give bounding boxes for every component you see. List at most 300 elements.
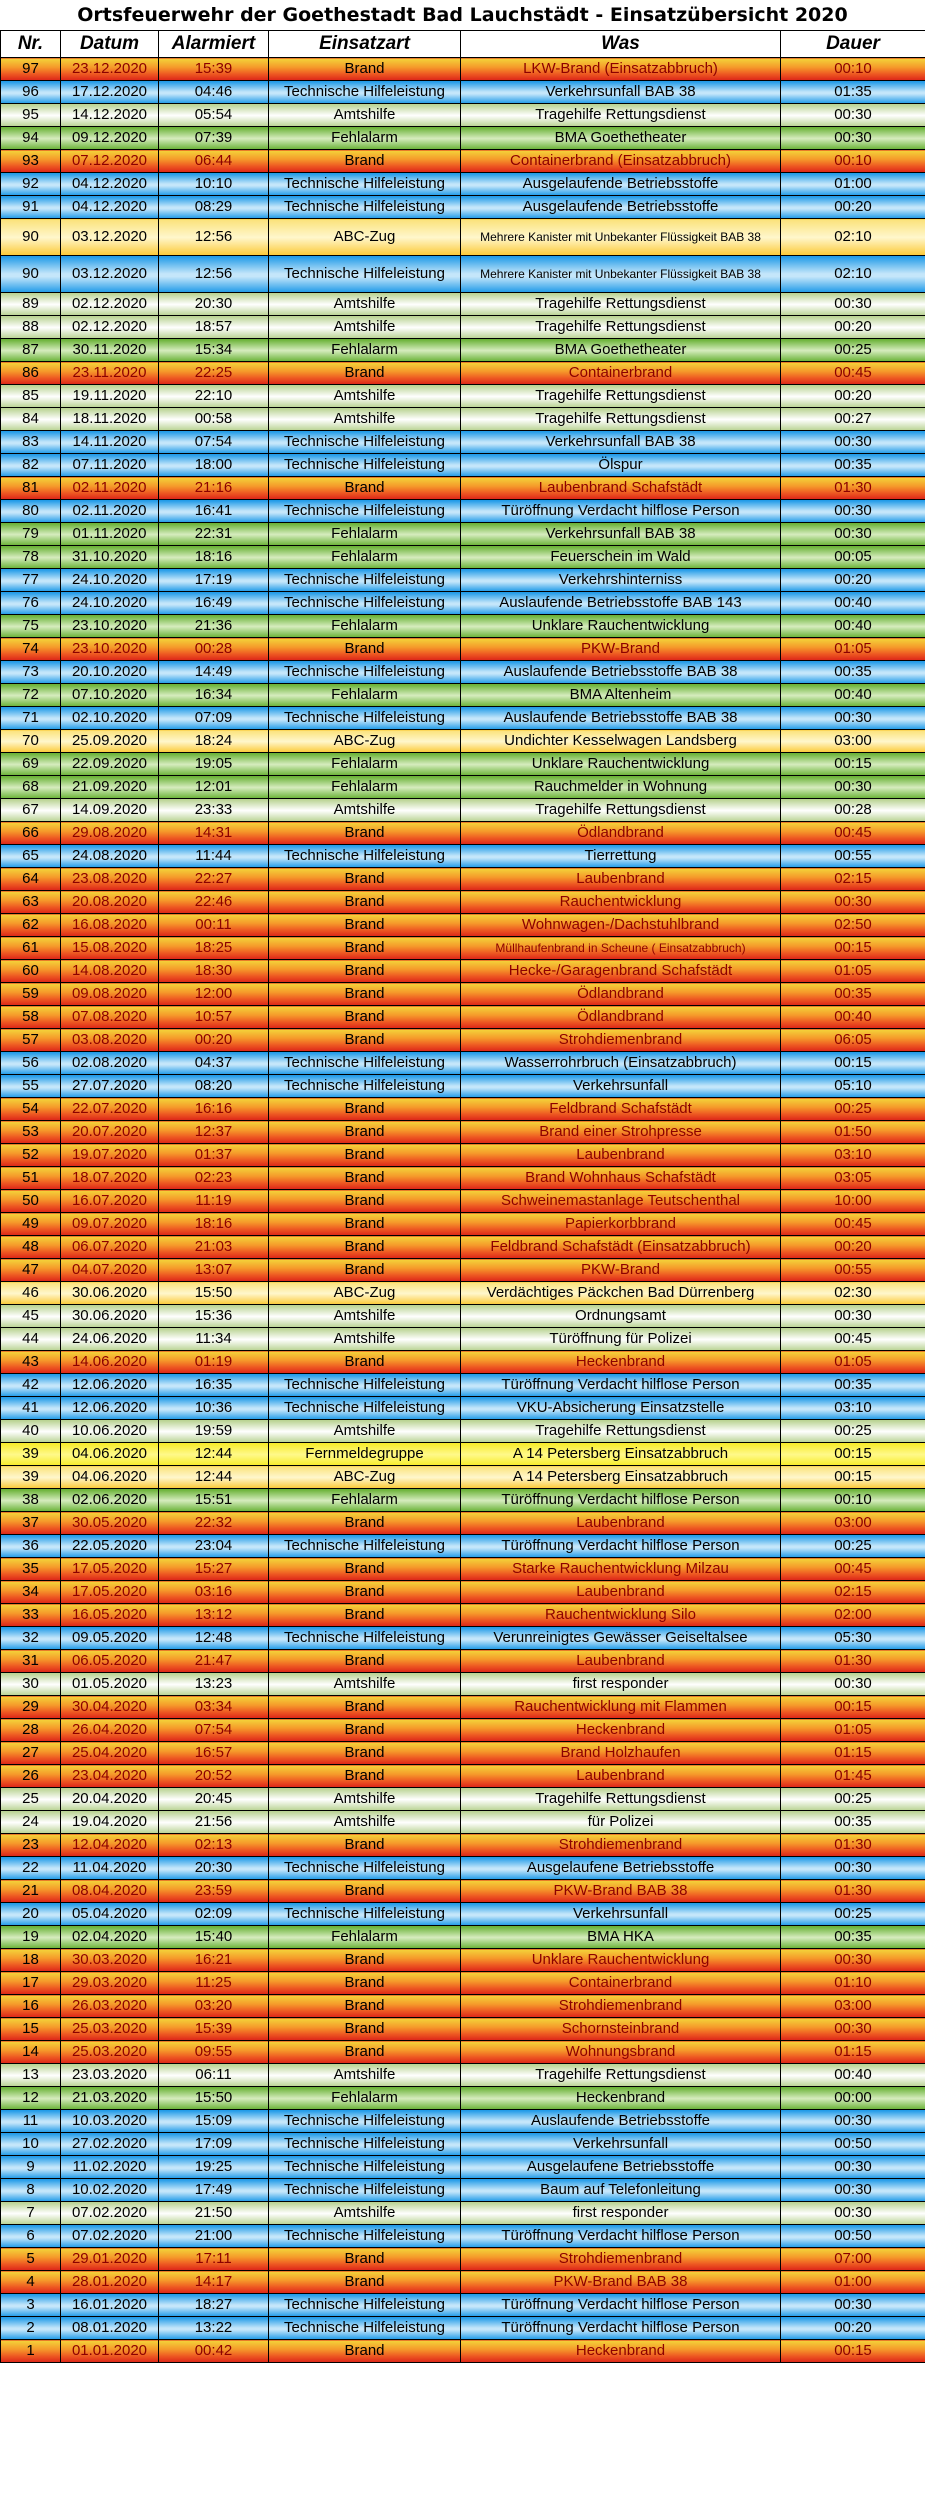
table-row — [1, 500, 925, 523]
cell-was: Mehrere Kanister mit Unbekanter Flüssigkeit BAB 38 — [461, 256, 781, 293]
cell-was: Containerbrand — [461, 362, 781, 385]
cell-dauer: 00:20 — [781, 569, 925, 592]
table-row — [1, 1351, 925, 1374]
cell-nr: 10 — [1, 2133, 61, 2156]
cell-datum: 17.12.2020 — [61, 81, 159, 104]
table-row — [1, 776, 925, 799]
cell-dauer: 02:15 — [781, 868, 925, 891]
cell-datum: 04.06.2020 — [61, 1443, 159, 1466]
cell-datum: 25.03.2020 — [61, 2041, 159, 2064]
cell-nr: 86 — [1, 362, 61, 385]
table-row — [1, 1581, 925, 1604]
cell-nr: 90 — [1, 219, 61, 256]
table-row — [1, 2018, 925, 2041]
table-row — [1, 615, 925, 638]
cell-nr: 18 — [1, 1949, 61, 1972]
cell-dauer: 00:30 — [781, 776, 925, 799]
table-row — [1, 523, 925, 546]
cell-was: Laubenbrand — [461, 1765, 781, 1788]
cell-was: PKW-Brand — [461, 1259, 781, 1282]
cell-datum: 07.02.2020 — [61, 2225, 159, 2248]
cell-einsatzart: Amtshilfe — [269, 1305, 461, 1328]
cell-einsatzart: Fehlalarm — [269, 523, 461, 546]
cell-nr: 7 — [1, 2202, 61, 2225]
cell-einsatzart: ABC-Zug — [269, 730, 461, 753]
cell-dauer: 05:10 — [781, 1075, 925, 1098]
cell-datum: 24.10.2020 — [61, 569, 159, 592]
cell-datum: 08.04.2020 — [61, 1880, 159, 1903]
table-row — [1, 293, 925, 316]
cell-was: Türöffnung Verdacht hilflose Person — [461, 500, 781, 523]
cell-einsatzart: Fehlalarm — [269, 1489, 461, 1512]
table-row — [1, 1006, 925, 1029]
table-row — [1, 983, 925, 1006]
cell-nr: 78 — [1, 546, 61, 569]
cell-einsatzart: Brand — [269, 2018, 461, 2041]
cell-datum: 29.08.2020 — [61, 822, 159, 845]
cell-was: Strohdiemenbrand — [461, 1029, 781, 1052]
cell-nr: 2 — [1, 2317, 61, 2340]
cell-nr: 49 — [1, 1213, 61, 1236]
cell-datum: 04.07.2020 — [61, 1259, 159, 1282]
cell-datum: 07.12.2020 — [61, 150, 159, 173]
cell-dauer: 00:40 — [781, 1006, 925, 1029]
cell-alarmiert: 04:37 — [159, 1052, 269, 1075]
table-row — [1, 1857, 925, 1880]
cell-alarmiert: 21:47 — [159, 1650, 269, 1673]
cell-datum: 24.06.2020 — [61, 1328, 159, 1351]
cell-datum: 20.04.2020 — [61, 1788, 159, 1811]
cell-dauer: 01:05 — [781, 1719, 925, 1742]
cell-alarmiert: 18:16 — [159, 1213, 269, 1236]
cell-einsatzart: Brand — [269, 822, 461, 845]
cell-nr: 97 — [1, 58, 61, 81]
cell-was: Schweinemastanlage Teutschenthal — [461, 1190, 781, 1213]
cell-einsatzart: Amtshilfe — [269, 1328, 461, 1351]
cell-dauer: 07:00 — [781, 2248, 925, 2271]
table-row — [1, 868, 925, 891]
cell-alarmiert: 17:49 — [159, 2179, 269, 2202]
cell-alarmiert: 15:39 — [159, 58, 269, 81]
table-row — [1, 1880, 925, 1903]
cell-was: Strohdiemenbrand — [461, 1834, 781, 1857]
cell-dauer: 00:20 — [781, 2317, 925, 2340]
cell-datum: 23.12.2020 — [61, 58, 159, 81]
cell-was: Laubenbrand — [461, 1650, 781, 1673]
table-row — [1, 707, 925, 730]
cell-einsatzart: Technische Hilfeleistung — [269, 2179, 461, 2202]
cell-datum: 23.08.2020 — [61, 868, 159, 891]
cell-alarmiert: 01:37 — [159, 1144, 269, 1167]
table-row — [1, 1972, 925, 1995]
cell-was: Verunreinigtes Gewässer Geiseltalsee — [461, 1627, 781, 1650]
cell-alarmiert: 22:25 — [159, 362, 269, 385]
table-row — [1, 592, 925, 615]
cell-alarmiert: 18:30 — [159, 960, 269, 983]
cell-nr: 9 — [1, 2156, 61, 2179]
cell-was: Tragehilfe Rettungsdienst — [461, 316, 781, 339]
column-header-was: Was — [461, 31, 781, 58]
table-row — [1, 1098, 925, 1121]
cell-nr: 14 — [1, 2041, 61, 2064]
cell-einsatzart: Fehlalarm — [269, 546, 461, 569]
cell-nr: 89 — [1, 293, 61, 316]
cell-alarmiert: 21:00 — [159, 2225, 269, 2248]
cell-was: Tragehilfe Rettungsdienst — [461, 385, 781, 408]
table-row — [1, 1029, 925, 1052]
cell-alarmiert: 21:36 — [159, 615, 269, 638]
cell-einsatzart: Brand — [269, 1006, 461, 1029]
cell-was: Strohdiemenbrand — [461, 1995, 781, 2018]
cell-einsatzart: Fehlalarm — [269, 339, 461, 362]
table-row — [1, 58, 925, 81]
cell-dauer: 00:20 — [781, 196, 925, 219]
cell-dauer: 02:30 — [781, 1282, 925, 1305]
cell-datum: 09.07.2020 — [61, 1213, 159, 1236]
cell-was: Brand einer Strohpresse — [461, 1121, 781, 1144]
cell-nr: 11 — [1, 2110, 61, 2133]
cell-einsatzart: Brand — [269, 1144, 461, 1167]
cell-einsatzart: Brand — [269, 1351, 461, 1374]
cell-dauer: 00:00 — [781, 2087, 925, 2110]
cell-einsatzart: Brand — [269, 1581, 461, 1604]
cell-dauer: 00:40 — [781, 615, 925, 638]
cell-was: Ausgelaufene Betriebsstoffe — [461, 2156, 781, 2179]
cell-alarmiert: 13:23 — [159, 1673, 269, 1696]
cell-einsatzart: Amtshilfe — [269, 1788, 461, 1811]
cell-alarmiert: 07:09 — [159, 707, 269, 730]
cell-dauer: 00:15 — [781, 1696, 925, 1719]
cell-nr: 68 — [1, 776, 61, 799]
cell-datum: 30.06.2020 — [61, 1305, 159, 1328]
cell-einsatzart: Technische Hilfeleistung — [269, 256, 461, 293]
cell-alarmiert: 01:19 — [159, 1351, 269, 1374]
cell-dauer: 00:30 — [781, 431, 925, 454]
cell-datum: 31.10.2020 — [61, 546, 159, 569]
cell-alarmiert: 22:10 — [159, 385, 269, 408]
cell-was: Tragehilfe Rettungsdienst — [461, 2064, 781, 2087]
cell-nr: 25 — [1, 1788, 61, 1811]
table-row — [1, 1834, 925, 1857]
cell-einsatzart: Brand — [269, 1696, 461, 1719]
cell-alarmiert: 08:20 — [159, 1075, 269, 1098]
table-row — [1, 1075, 925, 1098]
cell-dauer: 03:00 — [781, 1512, 925, 1535]
cell-einsatzart: Brand — [269, 1719, 461, 1742]
cell-dauer: 02:00 — [781, 1604, 925, 1627]
cell-einsatzart: Technische Hilfeleistung — [269, 1627, 461, 1650]
cell-was: Starke Rauchentwicklung Milzau — [461, 1558, 781, 1581]
cell-alarmiert: 18:57 — [159, 316, 269, 339]
cell-nr: 75 — [1, 615, 61, 638]
cell-datum: 14.09.2020 — [61, 799, 159, 822]
cell-einsatzart: Brand — [269, 1880, 461, 1903]
cell-datum: 18.07.2020 — [61, 1167, 159, 1190]
cell-alarmiert: 02:09 — [159, 1903, 269, 1926]
table-row — [1, 822, 925, 845]
cell-was: Wohnwagen-/Dachstuhlbrand — [461, 914, 781, 937]
cell-datum: 17.05.2020 — [61, 1558, 159, 1581]
cell-was: PKW-Brand — [461, 638, 781, 661]
cell-nr: 32 — [1, 1627, 61, 1650]
cell-nr: 62 — [1, 914, 61, 937]
cell-einsatzart: Technische Hilfeleistung — [269, 1903, 461, 1926]
cell-alarmiert: 15:40 — [159, 1926, 269, 1949]
cell-nr: 31 — [1, 1650, 61, 1673]
cell-einsatzart: ABC-Zug — [269, 1466, 461, 1489]
cell-nr: 19 — [1, 1926, 61, 1949]
cell-was: Brand Wohnhaus Schafstädt — [461, 1167, 781, 1190]
table-row — [1, 1420, 925, 1443]
cell-was: Tierrettung — [461, 845, 781, 868]
cell-datum: 03.08.2020 — [61, 1029, 159, 1052]
cell-was: Auslaufende Betriebsstoffe — [461, 2110, 781, 2133]
cell-was: PKW-Brand BAB 38 — [461, 1880, 781, 1903]
cell-dauer: 02:50 — [781, 914, 925, 937]
table-row — [1, 2041, 925, 2064]
cell-was: LKW-Brand (Einsatzabbruch) — [461, 58, 781, 81]
cell-nr: 80 — [1, 500, 61, 523]
cell-was: PKW-Brand BAB 38 — [461, 2271, 781, 2294]
cell-dauer: 00:30 — [781, 2294, 925, 2317]
cell-dauer: 02:10 — [781, 256, 925, 293]
table-row — [1, 1558, 925, 1581]
cell-dauer: 00:15 — [781, 753, 925, 776]
cell-alarmiert: 22:31 — [159, 523, 269, 546]
cell-datum: 01.11.2020 — [61, 523, 159, 546]
table-row — [1, 1144, 925, 1167]
cell-nr: 43 — [1, 1351, 61, 1374]
cell-dauer: 00:30 — [781, 523, 925, 546]
cell-alarmiert: 17:09 — [159, 2133, 269, 2156]
cell-alarmiert: 03:34 — [159, 1696, 269, 1719]
cell-einsatzart: Technische Hilfeleistung — [269, 431, 461, 454]
cell-nr: 39 — [1, 1466, 61, 1489]
cell-was: Ausgelaufende Betriebsstoffe — [461, 173, 781, 196]
cell-einsatzart: Brand — [269, 2340, 461, 2363]
cell-nr: 87 — [1, 339, 61, 362]
table-row — [1, 1949, 925, 1972]
cell-dauer: 03:00 — [781, 730, 925, 753]
cell-datum: 20.07.2020 — [61, 1121, 159, 1144]
cell-einsatzart: Brand — [269, 1765, 461, 1788]
cell-einsatzart: Technische Hilfeleistung — [269, 1857, 461, 1880]
cell-datum: 08.01.2020 — [61, 2317, 159, 2340]
cell-alarmiert: 00:11 — [159, 914, 269, 937]
cell-datum: 20.10.2020 — [61, 661, 159, 684]
cell-einsatzart: Brand — [269, 1604, 461, 1627]
table-row — [1, 799, 925, 822]
cell-alarmiert: 12:48 — [159, 1627, 269, 1650]
cell-alarmiert: 00:20 — [159, 1029, 269, 1052]
table-row — [1, 339, 925, 362]
cell-nr: 5 — [1, 2248, 61, 2271]
cell-was: Tragehilfe Rettungsdienst — [461, 1788, 781, 1811]
cell-dauer: 00:35 — [781, 454, 925, 477]
cell-was: Heckenbrand — [461, 1719, 781, 1742]
table-row — [1, 1167, 925, 1190]
cell-was: Heckenbrand — [461, 2340, 781, 2363]
cell-datum: 19.04.2020 — [61, 1811, 159, 1834]
cell-nr: 63 — [1, 891, 61, 914]
cell-dauer: 10:00 — [781, 1190, 925, 1213]
cell-nr: 93 — [1, 150, 61, 173]
cell-nr: 45 — [1, 1305, 61, 1328]
cell-was: Ordnungsamt — [461, 1305, 781, 1328]
cell-alarmiert: 12:01 — [159, 776, 269, 799]
cell-datum: 12.06.2020 — [61, 1397, 159, 1420]
cell-alarmiert: 13:22 — [159, 2317, 269, 2340]
cell-datum: 03.12.2020 — [61, 256, 159, 293]
table-row — [1, 1305, 925, 1328]
cell-dauer: 00:15 — [781, 1052, 925, 1075]
cell-alarmiert: 22:32 — [159, 1512, 269, 1535]
cell-einsatzart: Brand — [269, 150, 461, 173]
cell-alarmiert: 18:16 — [159, 546, 269, 569]
cell-einsatzart: Brand — [269, 1834, 461, 1857]
cell-alarmiert: 18:27 — [159, 2294, 269, 2317]
cell-nr: 70 — [1, 730, 61, 753]
cell-was: Rauchmelder in Wohnung — [461, 776, 781, 799]
cell-was: Ausgelaufene Betriebsstoffe — [461, 1857, 781, 1880]
cell-dauer: 00:25 — [781, 1903, 925, 1926]
table-header-row — [1, 31, 925, 58]
cell-nr: 15 — [1, 2018, 61, 2041]
table-row — [1, 2248, 925, 2271]
cell-datum: 02.12.2020 — [61, 316, 159, 339]
cell-einsatzart: Technische Hilfeleistung — [269, 2110, 461, 2133]
cell-dauer: 00:50 — [781, 2225, 925, 2248]
cell-dauer: 01:05 — [781, 638, 925, 661]
cell-nr: 95 — [1, 104, 61, 127]
cell-alarmiert: 19:05 — [159, 753, 269, 776]
cell-einsatzart: Brand — [269, 1650, 461, 1673]
table-row — [1, 2110, 925, 2133]
cell-alarmiert: 19:59 — [159, 1420, 269, 1443]
cell-datum: 05.04.2020 — [61, 1903, 159, 1926]
table-row — [1, 1121, 925, 1144]
table-row — [1, 661, 925, 684]
cell-alarmiert: 16:34 — [159, 684, 269, 707]
cell-nr: 55 — [1, 1075, 61, 1098]
cell-datum: 30.11.2020 — [61, 339, 159, 362]
table-row — [1, 891, 925, 914]
cell-alarmiert: 11:34 — [159, 1328, 269, 1351]
cell-datum: 02.06.2020 — [61, 1489, 159, 1512]
cell-datum: 16.05.2020 — [61, 1604, 159, 1627]
cell-dauer: 00:27 — [781, 408, 925, 431]
cell-dauer: 01:10 — [781, 1972, 925, 1995]
table-row — [1, 638, 925, 661]
cell-was: Türöffnung für Polizei — [461, 1328, 781, 1351]
cell-datum: 21.03.2020 — [61, 2087, 159, 2110]
cell-nr: 35 — [1, 1558, 61, 1581]
cell-nr: 57 — [1, 1029, 61, 1052]
cell-was: Verdächtiges Päckchen Bad Dürrenberg — [461, 1282, 781, 1305]
cell-einsatzart: Fehlalarm — [269, 2087, 461, 2110]
cell-nr: 54 — [1, 1098, 61, 1121]
cell-dauer: 00:05 — [781, 546, 925, 569]
cell-einsatzart: ABC-Zug — [269, 219, 461, 256]
cell-was: Strohdiemenbrand — [461, 2248, 781, 2271]
cell-einsatzart: Brand — [269, 1098, 461, 1121]
cell-nr: 23 — [1, 1834, 61, 1857]
cell-alarmiert: 02:13 — [159, 1834, 269, 1857]
incident-table — [0, 30, 925, 2363]
page-title: Ortsfeuerwehr der Goethestadt Bad Lauchstädt - Einsatzübersicht 2020 — [77, 4, 848, 26]
cell-datum: 23.03.2020 — [61, 2064, 159, 2087]
cell-alarmiert: 00:58 — [159, 408, 269, 431]
cell-was: Mehrere Kanister mit Unbekanter Flüssigkeit BAB 38 — [461, 219, 781, 256]
table-row — [1, 1995, 925, 2018]
cell-alarmiert: 16:21 — [159, 1949, 269, 1972]
cell-nr: 96 — [1, 81, 61, 104]
cell-nr: 22 — [1, 1857, 61, 1880]
cell-einsatzart: Brand — [269, 960, 461, 983]
table-row — [1, 2133, 925, 2156]
cell-datum: 07.10.2020 — [61, 684, 159, 707]
cell-nr: 21 — [1, 1880, 61, 1903]
cell-datum: 22.07.2020 — [61, 1098, 159, 1121]
cell-datum: 10.03.2020 — [61, 2110, 159, 2133]
table-row — [1, 546, 925, 569]
cell-dauer: 00:30 — [781, 2202, 925, 2225]
cell-alarmiert: 23:04 — [159, 1535, 269, 1558]
cell-alarmiert: 03:20 — [159, 1995, 269, 2018]
cell-nr: 17 — [1, 1972, 61, 1995]
cell-alarmiert: 16:57 — [159, 1742, 269, 1765]
cell-dauer: 00:10 — [781, 150, 925, 173]
column-header-nr: Nr. — [1, 31, 61, 58]
table-row — [1, 2064, 925, 2087]
cell-einsatzart: Technische Hilfeleistung — [269, 569, 461, 592]
cell-nr: 24 — [1, 1811, 61, 1834]
cell-nr: 79 — [1, 523, 61, 546]
cell-was: Heckenbrand — [461, 2087, 781, 2110]
cell-datum: 26.04.2020 — [61, 1719, 159, 1742]
cell-dauer: 01:15 — [781, 2041, 925, 2064]
cell-was: Feuerschein im Wald — [461, 546, 781, 569]
cell-dauer: 01:00 — [781, 2271, 925, 2294]
cell-einsatzart: Brand — [269, 638, 461, 661]
cell-einsatzart: Brand — [269, 983, 461, 1006]
cell-alarmiert: 08:29 — [159, 196, 269, 219]
table-row — [1, 1535, 925, 1558]
table-row — [1, 1765, 925, 1788]
table-row — [1, 1328, 925, 1351]
cell-datum: 25.09.2020 — [61, 730, 159, 753]
cell-nr: 71 — [1, 707, 61, 730]
cell-alarmiert: 20:30 — [159, 1857, 269, 1880]
cell-einsatzart: Technische Hilfeleistung — [269, 173, 461, 196]
cell-nr: 16 — [1, 1995, 61, 2018]
cell-was: Unklare Rauchentwicklung — [461, 615, 781, 638]
cell-einsatzart: Fernmeldegruppe — [269, 1443, 461, 1466]
cell-nr: 72 — [1, 684, 61, 707]
cell-einsatzart: Brand — [269, 891, 461, 914]
cell-datum: 19.11.2020 — [61, 385, 159, 408]
cell-nr: 61 — [1, 937, 61, 960]
cell-was: Verkehrsunfall BAB 38 — [461, 523, 781, 546]
cell-nr: 65 — [1, 845, 61, 868]
cell-datum: 30.05.2020 — [61, 1512, 159, 1535]
table-row — [1, 431, 925, 454]
cell-einsatzart: Brand — [269, 477, 461, 500]
table-row — [1, 316, 925, 339]
cell-alarmiert: 16:35 — [159, 1374, 269, 1397]
cell-nr: 59 — [1, 983, 61, 1006]
table-row — [1, 1719, 925, 1742]
